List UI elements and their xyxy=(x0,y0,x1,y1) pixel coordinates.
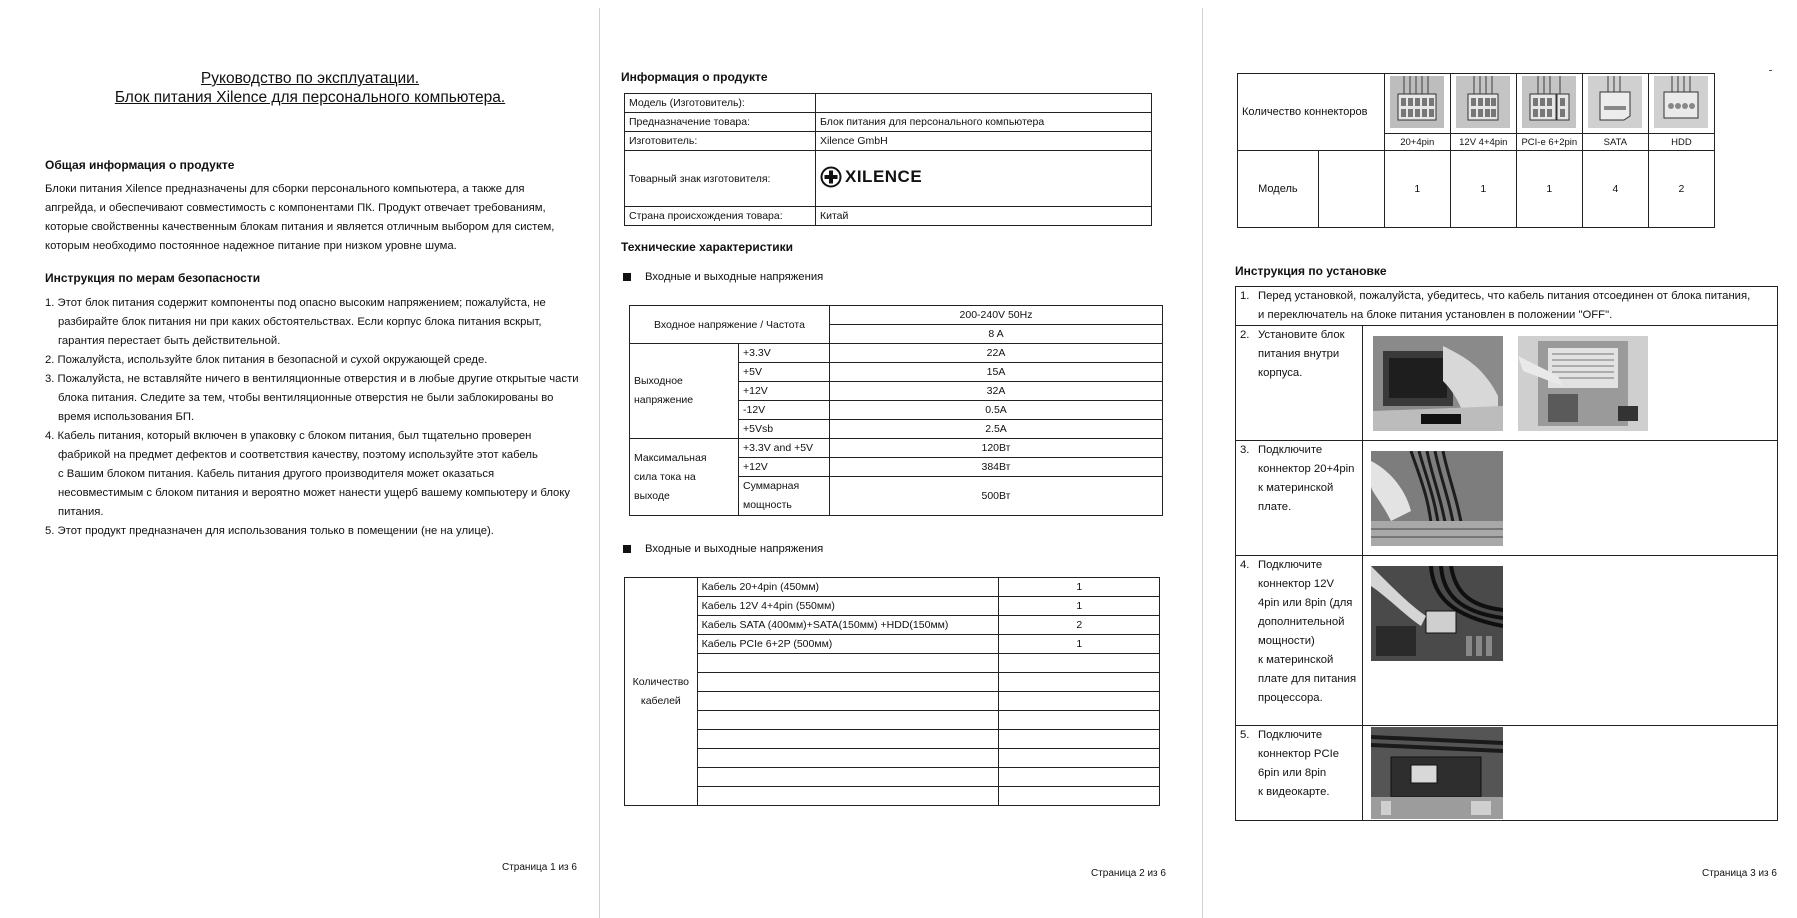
label-line: Максимальная xyxy=(634,451,707,464)
bullet-1 xyxy=(623,268,823,287)
step-1-block xyxy=(1240,287,1773,325)
info-value: Xilence GmbH xyxy=(816,132,1152,151)
page-mark xyxy=(1769,70,1772,71)
input-value: 200-240V 50Hz xyxy=(830,306,1163,325)
connector-hdd-image xyxy=(1648,74,1714,134)
step-number: 4. xyxy=(1240,559,1250,571)
install-step-text xyxy=(1236,287,1778,326)
connector-images-row xyxy=(1238,74,1715,134)
step-line: Установите блок xyxy=(1258,329,1345,341)
safety-line: 5. Этот продукт предназначен для использования только в помещении (не на улице). xyxy=(45,525,494,537)
cable-count: 1 xyxy=(999,597,1160,616)
step-line: к материнской xyxy=(1258,654,1334,666)
install-step-text xyxy=(1236,556,1363,726)
info-row xyxy=(625,94,1152,113)
connector-type: 12V 4+4pin xyxy=(1450,134,1516,151)
input-label: Входное напряжение / Частота xyxy=(630,306,830,344)
safety-line: время использования БП. xyxy=(58,411,195,423)
cable-row-empty xyxy=(625,768,1160,787)
safety-heading: Инструкция по мерам безопасности xyxy=(45,271,261,285)
step-line: коннектор PCIe xyxy=(1258,748,1340,760)
safety-line: 4. Кабель питания, который включен в упаковку с блоком питания, был тщательно проверен xyxy=(45,430,532,442)
safety-item-1 xyxy=(45,294,595,351)
step-line: Подключите xyxy=(1258,729,1323,741)
page-footer: Страница 3 из 6 xyxy=(1702,868,1777,879)
voltage-table xyxy=(629,305,1163,516)
label-line: выходе xyxy=(634,489,670,502)
rail-value: 2.5A xyxy=(830,420,1163,439)
input-value: 8 A xyxy=(830,325,1163,344)
label-line: сила тока на xyxy=(634,470,696,483)
label-line: Суммарная xyxy=(743,480,800,492)
label-line: мощность xyxy=(743,499,792,511)
cable-count: 1 xyxy=(999,578,1160,597)
safety-line: питания. xyxy=(58,506,104,518)
rail-value: 0.5A xyxy=(830,401,1163,420)
connector-type: 20+4pin xyxy=(1384,134,1450,151)
model-value xyxy=(1318,151,1384,228)
step-line: коннектор 12V xyxy=(1258,578,1335,590)
step-2-block xyxy=(1240,326,1358,383)
safety-line: 1. Этот блок питания содержит компоненты под опасно высоким напряжением; пожалуйста, не xyxy=(45,297,546,309)
connector-20-4pin-image xyxy=(1384,74,1450,134)
info-row xyxy=(625,151,1152,207)
voltage-row xyxy=(630,344,1163,363)
cable-count: 1 xyxy=(999,635,1160,654)
step-line: корпуса. xyxy=(1258,367,1303,379)
install-step-2 xyxy=(1236,326,1778,441)
safety-item-5 xyxy=(45,522,595,541)
product-info-table xyxy=(624,93,1152,226)
tech-heading: Технические характеристики xyxy=(621,240,794,254)
step-line: 4pin или 8pin (для xyxy=(1258,597,1353,609)
cables-table xyxy=(624,577,1160,806)
info-row xyxy=(625,207,1152,226)
step-line: к видеокарте. xyxy=(1258,786,1330,798)
connector-count: 2 xyxy=(1648,151,1714,228)
general-paragraph xyxy=(45,180,585,256)
label-line: кабелей xyxy=(640,694,681,707)
atx-connect-photo xyxy=(1371,451,1503,546)
step-line: 6pin или 8pin xyxy=(1258,767,1327,779)
cable-name: Кабель PCIe 6+2P (500мм) xyxy=(697,635,999,654)
step-line: Перед установкой, пожалуйста, убедитесь, что кабель питания отсоединен от блока питания, xyxy=(1258,290,1751,302)
safety-line: несовместимым с блоком питания и вероятно может нанести ущерб вашему компьютеру и блоку xyxy=(58,487,571,499)
model-label: Модель xyxy=(1238,151,1319,228)
install-step-3 xyxy=(1236,441,1778,556)
step-number: 3. xyxy=(1240,444,1250,456)
step-text xyxy=(1258,326,1345,383)
general-line: апгрейда, и обеспечивают совместимость с компонентами ПК. Продукт отвечает требованиям, xyxy=(45,202,546,214)
rail-value: 15A xyxy=(830,363,1163,382)
bullet-2 xyxy=(623,540,823,559)
step-number: 5. xyxy=(1240,729,1250,741)
plus-circle-icon xyxy=(820,166,842,188)
install-step-1 xyxy=(1236,287,1778,326)
info-row xyxy=(625,132,1152,151)
step-line: дополнительной xyxy=(1258,616,1345,628)
label-line: Выходное xyxy=(634,375,683,387)
model-row xyxy=(1238,151,1715,228)
cable-name: Кабель 12V 4+4pin (550мм) xyxy=(697,597,999,616)
cpu-power-connect-photo xyxy=(1371,566,1503,661)
step-text xyxy=(1258,287,1750,325)
connectors-label: Количество коннекторов xyxy=(1238,74,1385,151)
safety-line: блока питания. Следите за тем, чтобы вентиляционные отверстия не были заблокированы во xyxy=(58,392,554,404)
general-heading: Общая информация о продукте xyxy=(45,158,235,172)
page-footer: Страница 2 из 6 xyxy=(1091,868,1166,879)
cable-row xyxy=(625,616,1160,635)
page-3 xyxy=(1203,0,1797,918)
info-label: Предназначение товара: xyxy=(625,113,816,132)
rail-name: +12V xyxy=(739,458,830,477)
rail-value: 22A xyxy=(830,344,1163,363)
total-power-value: 500Вт xyxy=(830,477,1163,516)
step-number: 1. xyxy=(1240,290,1250,302)
install-step-photos xyxy=(1363,726,1778,821)
max-current-label xyxy=(630,439,739,516)
install-step-text xyxy=(1236,441,1363,556)
connector-type: HDD xyxy=(1648,134,1714,151)
step-line: Подключите xyxy=(1258,444,1323,456)
atx-connector-icon xyxy=(1390,76,1444,128)
install-step-photos xyxy=(1363,556,1778,726)
brand-logo-cell xyxy=(816,151,1152,207)
rail-value: 120Вт xyxy=(830,439,1163,458)
info-row xyxy=(625,113,1152,132)
install-step-photos xyxy=(1363,441,1778,556)
step-line: питания внутри xyxy=(1258,348,1340,360)
safety-item-2 xyxy=(45,351,595,370)
connector-type: SATA xyxy=(1582,134,1648,151)
step-5-block xyxy=(1240,726,1358,802)
step-4-block xyxy=(1240,556,1358,708)
doc-title-line-1: Руководство по эксплуатации. xyxy=(200,70,420,87)
step-line: Подключите xyxy=(1258,559,1323,571)
rail-name: +5Vsb xyxy=(739,420,830,439)
bullet-1-text: Входные и выходные напряжения xyxy=(645,271,824,283)
cable-row xyxy=(625,578,1160,597)
info-label: Товарный знак изготовителя: xyxy=(625,151,816,207)
step-line: и переключатель на блоке питания установлен в положении "OFF". xyxy=(1258,309,1613,321)
page-1 xyxy=(0,0,599,918)
step-line: плате. xyxy=(1258,501,1292,513)
step-line: мощности) xyxy=(1258,635,1315,647)
bullet-2-text: Входные и выходные напряжения xyxy=(645,543,824,555)
sata-connector-icon xyxy=(1588,76,1642,128)
step-line: коннектор 20+4pin xyxy=(1258,463,1355,475)
cable-row xyxy=(625,635,1160,654)
label-line: напряжение xyxy=(634,394,694,406)
step-number: 2. xyxy=(1240,329,1250,341)
cable-row-empty xyxy=(625,692,1160,711)
rail-name: -12V xyxy=(739,401,830,420)
connectors-table xyxy=(1237,73,1715,228)
step-line: к материнской xyxy=(1258,482,1334,494)
install-step-text xyxy=(1236,326,1363,441)
install-heading: Инструкция по установке xyxy=(1235,264,1387,278)
connector-count: 4 xyxy=(1582,151,1648,228)
cable-name: Кабель 20+4pin (450мм) xyxy=(697,578,999,597)
general-line: которые свойственны качественным блокам питания и является отличным выбором для систем, xyxy=(45,221,555,233)
rail-name: +5V xyxy=(739,363,830,382)
rail-value: 32A xyxy=(830,382,1163,401)
doc-title-line-2: Блок питания Xilence для персонального компьютера. xyxy=(114,89,506,106)
general-line: Блоки питания Xilence предназначены для сборки персонального компьютера, а также для xyxy=(45,183,525,195)
total-power-label xyxy=(739,477,830,516)
info-label: Изготовитель: xyxy=(625,132,816,151)
connector-type: PCI-e 6+2pin xyxy=(1516,134,1582,151)
connector-12v-image xyxy=(1450,74,1516,134)
psu-case-photo xyxy=(1518,336,1648,431)
safety-item-3 xyxy=(45,370,595,427)
info-heading: Информация о продукте xyxy=(621,70,768,84)
general-line: которым необходимо постоянное надежное питание при низком уровне шума. xyxy=(45,240,457,252)
step-text xyxy=(1258,441,1354,517)
voltage-row xyxy=(630,306,1163,325)
safety-item-4 xyxy=(45,427,595,522)
connector-pcie-image xyxy=(1516,74,1582,134)
safety-line: разбирайте блок питания ни при каких обстоятельствах. Если корпус блока питания вскрыт, xyxy=(58,316,542,328)
cable-row-empty xyxy=(625,730,1160,749)
cables-label xyxy=(625,578,698,806)
step-3-block xyxy=(1240,441,1358,517)
rail-name: +3.3V xyxy=(739,344,830,363)
cpu-connector-icon xyxy=(1456,76,1510,128)
safety-line: 2. Пожалуйста, используйте блок питания в безопасной и сухой окружающей среде. xyxy=(45,354,488,366)
install-table xyxy=(1235,286,1778,821)
rail-value: 384Вт xyxy=(830,458,1163,477)
info-label: Страна происхождения товара: xyxy=(625,207,816,226)
cable-row-empty xyxy=(625,787,1160,806)
psu-install-photo xyxy=(1373,336,1503,431)
info-value xyxy=(816,94,1152,113)
page-footer: Страница 1 из 6 xyxy=(502,862,577,873)
install-step-5 xyxy=(1236,726,1778,821)
info-label: Модель (Изготовитель): xyxy=(625,94,816,113)
install-step-4 xyxy=(1236,556,1778,726)
info-value: Блок питания для персонального компьютера xyxy=(816,113,1152,132)
step-text xyxy=(1258,726,1339,802)
output-voltage-label xyxy=(630,344,739,439)
safety-line: фабрикой на предмет дефектов и соответствия качеству, поэтому используйте этот кабель xyxy=(58,449,538,461)
step-text xyxy=(1258,556,1356,708)
step-line: процессора. xyxy=(1258,692,1323,704)
bullet-square-icon xyxy=(623,273,631,281)
page-2 xyxy=(600,0,1202,918)
logo-text: XILENCE xyxy=(845,167,923,186)
xilence-logo xyxy=(820,166,922,188)
info-value: Китай xyxy=(816,207,1152,226)
safety-line: 3. Пожалуйста, не вставляйте ничего в вентиляционные отверстия и в любые другие открытые части xyxy=(45,373,579,385)
connector-sata-image xyxy=(1582,74,1648,134)
rail-name: +12V xyxy=(739,382,830,401)
safety-list xyxy=(45,294,595,541)
cable-row-empty xyxy=(625,749,1160,768)
connector-count: 1 xyxy=(1450,151,1516,228)
label-line: Количество xyxy=(632,675,690,688)
voltage-row xyxy=(630,439,1163,458)
connector-count: 1 xyxy=(1516,151,1582,228)
cable-row-empty xyxy=(625,654,1160,673)
cable-row-empty xyxy=(625,711,1160,730)
cable-count: 2 xyxy=(999,616,1160,635)
pcie-connector-icon xyxy=(1522,76,1576,128)
step-line: плате для питания xyxy=(1258,673,1357,685)
safety-line: гарантия перестает быть действительной. xyxy=(58,335,281,347)
cable-name: Кабель SATA (400мм)+SATA(150мм) +HDD(150мм) xyxy=(697,616,999,635)
molex-connector-icon xyxy=(1654,76,1708,128)
safety-line: с Вашим блоком питания. Кабель питания другого производителя может оказаться xyxy=(58,468,495,480)
install-step-text xyxy=(1236,726,1363,821)
bullet-square-icon xyxy=(623,545,631,553)
cable-row-empty xyxy=(625,673,1160,692)
cable-row xyxy=(625,597,1160,616)
pcie-connect-photo xyxy=(1371,727,1503,819)
rail-name: +3.3V and +5V xyxy=(739,439,830,458)
install-step-photos xyxy=(1363,326,1778,441)
connector-count: 1 xyxy=(1384,151,1450,228)
